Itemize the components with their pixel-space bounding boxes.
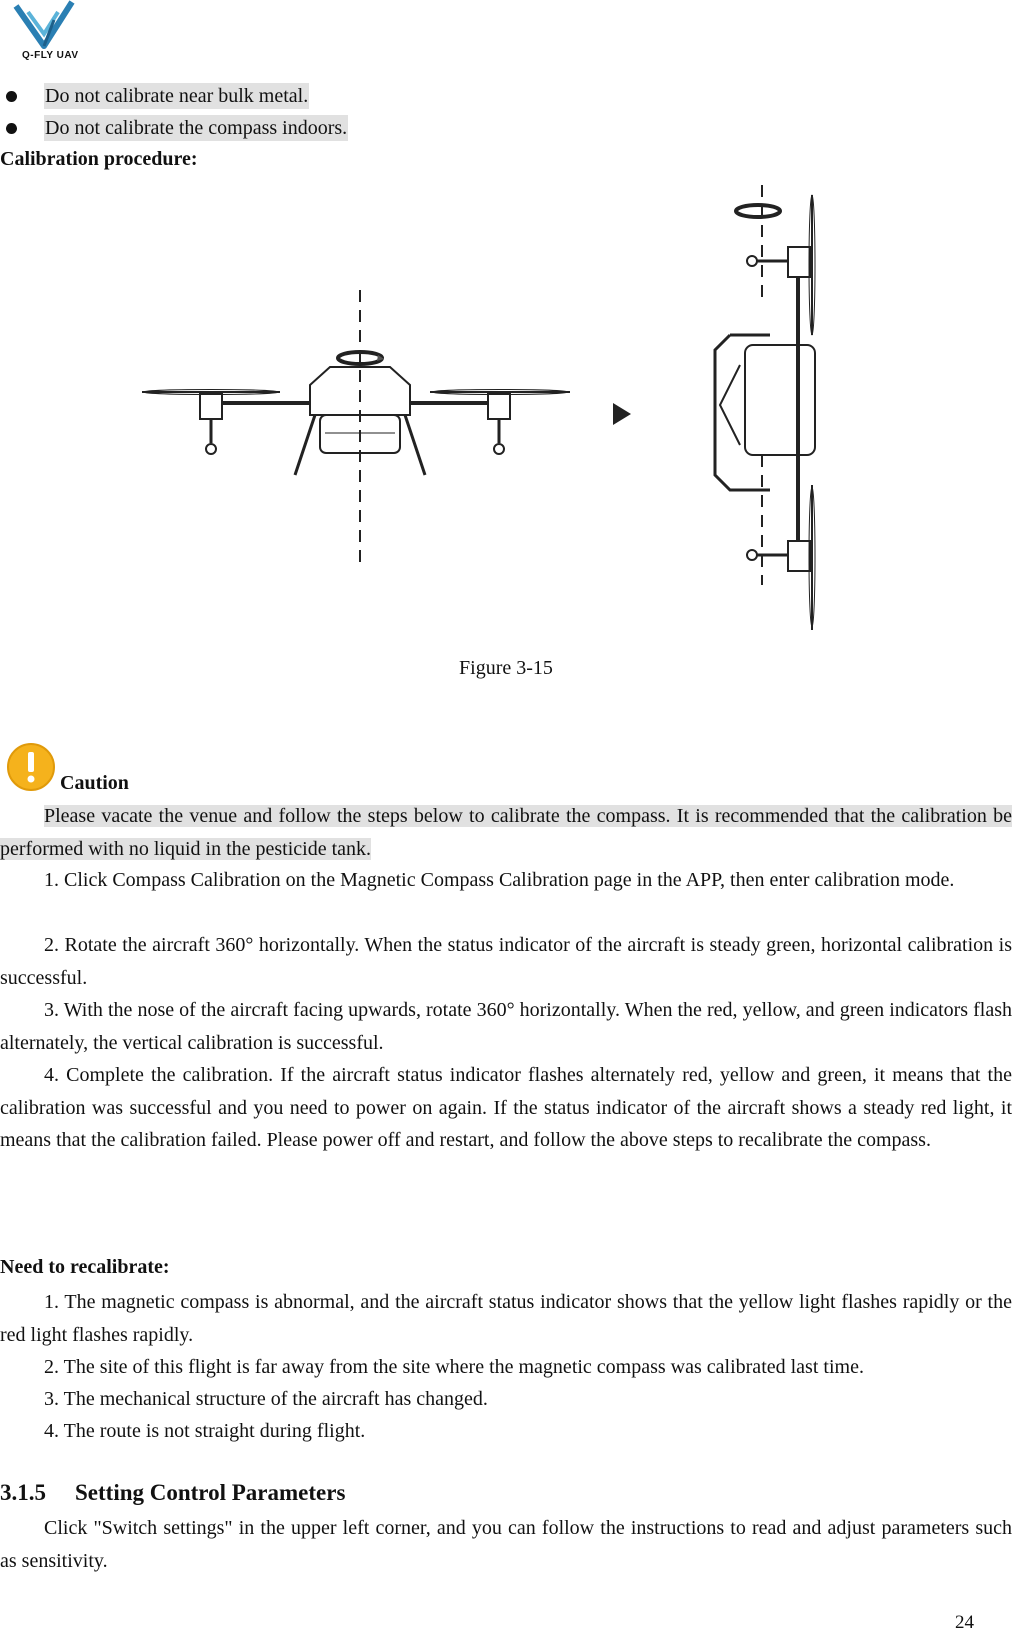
recalibrate-heading: Need to recalibrate: <box>0 1256 170 1278</box>
caution-text <box>0 800 1012 865</box>
bullet-dot <box>6 91 17 102</box>
page-number: 24 <box>955 1612 974 1633</box>
caution-text-highlight: Please vacate the venue and follow the steps below to calibrate the compass. It is recommended that the calibration be performed with no liquid in the pesticide tank. <box>0 805 1012 860</box>
step-2: 2. Rotate the aircraft 360° horizontally. When the status indicator of the aircraft is steady green, horizontal calibration is successful. <box>0 934 1012 989</box>
bullet-item <box>0 114 1012 144</box>
section-number: 3.1.5 <box>0 1480 46 1505</box>
recalibrate-item-4: 4. The route is not straight during flight. <box>44 1420 366 1442</box>
bullet-dot <box>6 123 17 134</box>
step-1: 1. Click Compass Calibration on the Magnetic Compass Calibration page in the APP, then enter calibration mode. <box>44 869 955 891</box>
drone-side-view-illustration <box>715 185 815 630</box>
bullet-text: Do not calibrate the compass indoors. <box>45 117 348 139</box>
figure-caption: Figure 3-15 <box>459 657 553 679</box>
step-3: 3. With the nose of the aircraft facing upwards, rotate 360° horizontally. When the red, yellow, and green indicators flash alternately, the vertical calibration is successful. <box>0 999 1012 1054</box>
recalibrate-item-2: 2. The site of this flight is far away from the site where the magnetic compass was calibrated last time. <box>44 1356 864 1378</box>
bullet-item <box>0 82 1012 112</box>
calibration-heading: Calibration procedure: <box>0 148 198 170</box>
section-text: Click "Switch settings" in the upper left corner, and you can follow the instructions to read and adjust parameters such as sensitivity. <box>0 1517 1012 1572</box>
step-4: 4. Complete the calibration. If the aircraft status indicator flashes alternately red, yellow and green, it means that the calibration was successful and you need to power on again. If the status indicator of the aircraft shows a steady red light, it means that the calibration failed. Please power off and restart, and follow the above steps to recalibrate the compass. <box>0 1064 1012 1151</box>
section-title: Setting Control Parameters <box>75 1480 346 1505</box>
caution-title: Caution <box>60 772 129 794</box>
company-logo <box>10 0 80 66</box>
bullet-text: Do not calibrate near bulk metal. <box>45 85 309 107</box>
recalibrate-item-1: 1. The magnetic compass is abnormal, and the aircraft status indicator shows that the yellow light flashes rapidly or the red light flashes rapidly. <box>0 1291 1012 1346</box>
drone-front-view-illustration <box>142 290 570 565</box>
logo-text: Q-FLY UAV <box>22 50 79 61</box>
calibration-figure <box>130 185 890 655</box>
recalibrate-item-3: 3. The mechanical structure of the aircraft has changed. <box>44 1388 488 1410</box>
caution-icon <box>6 742 56 792</box>
arrow-right-icon <box>613 403 631 425</box>
